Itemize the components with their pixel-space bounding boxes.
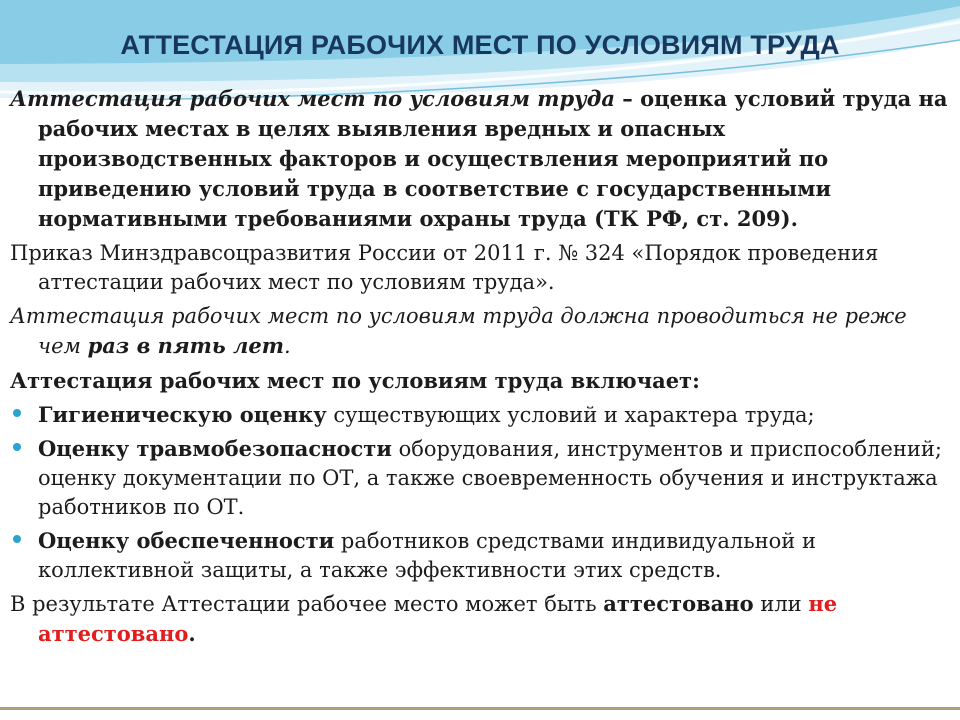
bullet-bold: Оценку обеспеченности (38, 528, 335, 553)
frequency-paragraph (10, 302, 950, 361)
slide-content (10, 84, 950, 654)
result-end: . (188, 621, 196, 646)
bottom-divider (0, 707, 960, 710)
result-paragraph (10, 589, 950, 649)
definition-text: оценка условий труда на рабочих местах в целях выявления вредных и опасных производственных факторов и осуществления мероприятий по приведению условий труда в соответствие с государственными нормативными требованиями охраны труда (ТК РФ, ст. 209). (38, 86, 948, 231)
result-or: или (753, 592, 809, 616)
definition-term: Аттестация рабочих мест по условиям труда (10, 86, 615, 111)
definition-dash: – (614, 86, 641, 111)
result-not-attested: не аттестовано (38, 591, 838, 646)
bullet-text: оборудования, инструментов и приспособлений; оценку документации по ОТ, а также своевременность обучения и инструктажа работников по ОТ. (38, 437, 942, 519)
bullet-item-hygienic (10, 400, 950, 430)
order-paragraph: Приказ Минздравсоцразвития России от 2011 г. № 324 «Порядок проведения аттестации рабочих мест по условиям труда». (10, 241, 879, 294)
bullet-item-injury-safety (10, 434, 950, 522)
bullet-item-protection (10, 526, 950, 585)
slide-title: АТТЕСТАЦИЯ РАБОЧИХ МЕСТ ПО УСЛОВИЯМ ТРУДА (120, 30, 840, 60)
frequency-text: Аттестация рабочих мест по условиям труда должна проводиться не реже чем (10, 304, 907, 358)
definition-paragraph (10, 84, 950, 234)
bullet-dot-icon (13, 409, 21, 417)
result-attested: аттестовано (603, 591, 754, 616)
bullet-text: существующих условий и характера труда; (326, 403, 815, 427)
includes-heading: Аттестация рабочих мест по условиям труда включает: (10, 368, 700, 393)
bullet-dot-icon (13, 443, 21, 451)
frequency-emphasis: раз в пять лет (87, 333, 285, 358)
bullet-bold: Оценку травмобезопасности (38, 436, 392, 461)
frequency-end: . (284, 334, 291, 358)
bullet-text: работников средствами индивидуальной и коллективной защиты, а также эффективности этих средств. (38, 529, 816, 582)
bullet-bold: Гигиеническую оценку (38, 402, 327, 427)
bullet-dot-icon (13, 535, 21, 543)
result-text: В результате Аттестации рабочее место может быть (10, 592, 604, 616)
